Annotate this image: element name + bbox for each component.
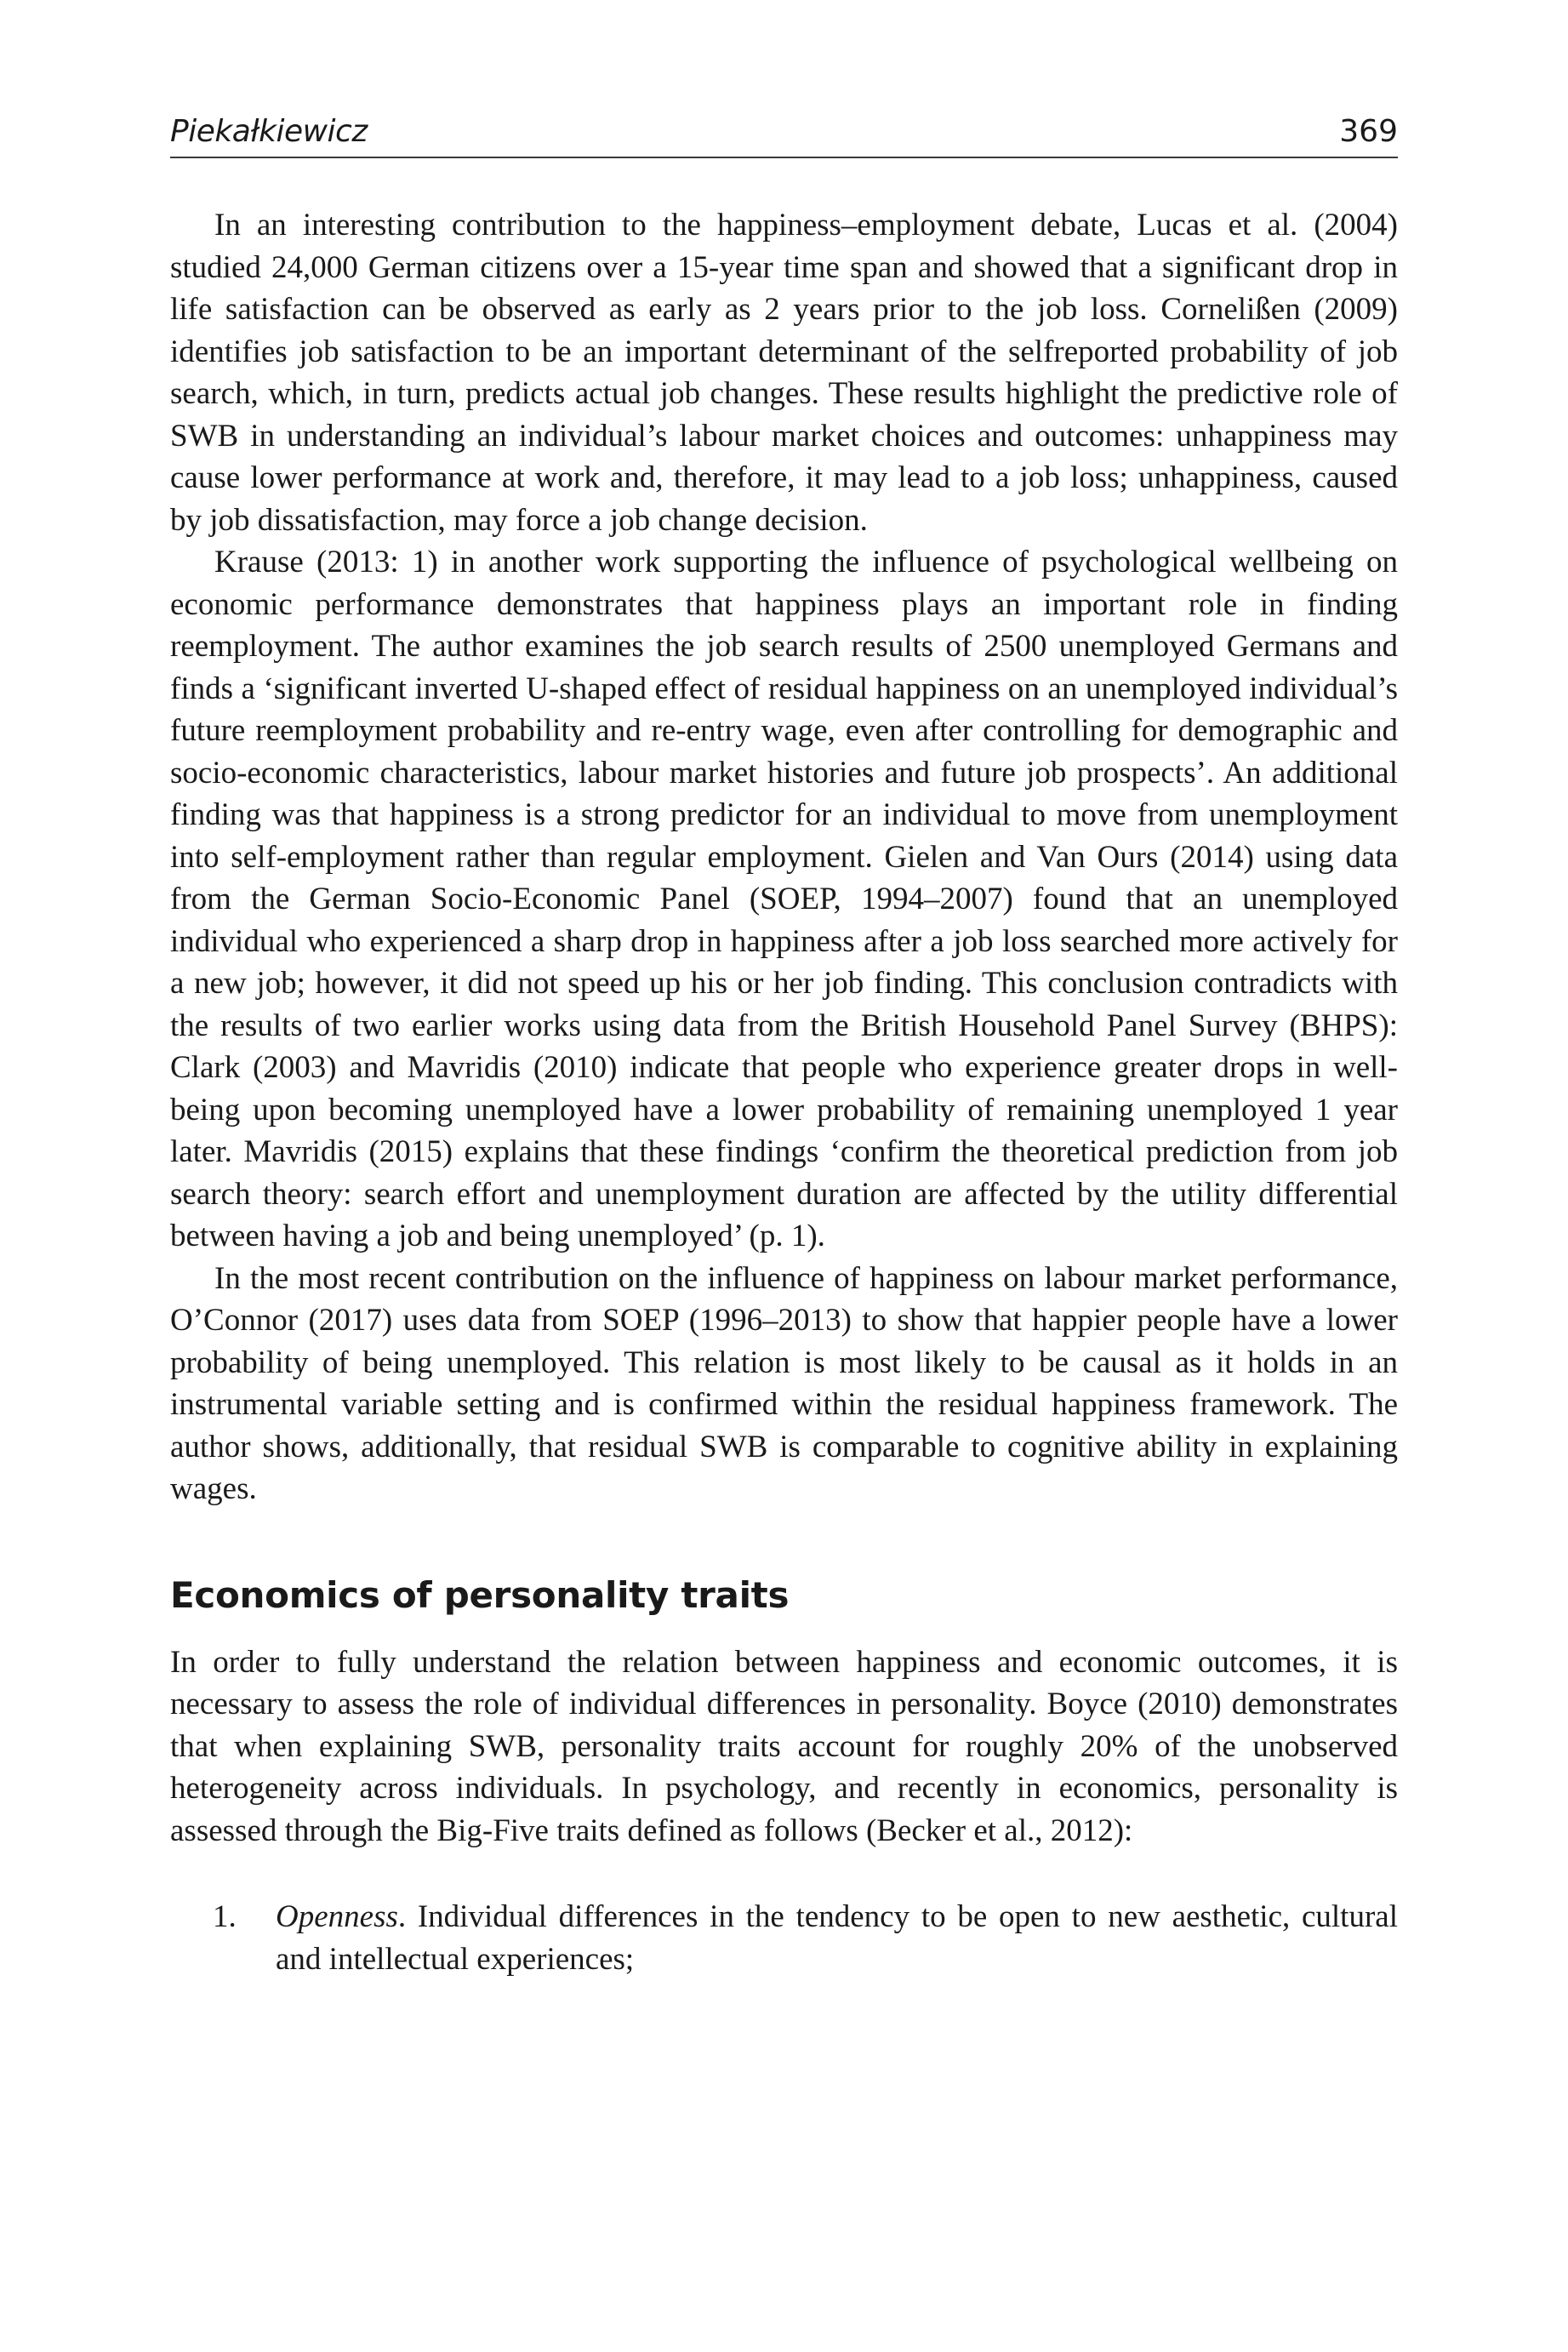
paragraph-section-intro: In order to fully understand the relation between happiness and economic outcomes, it is necessary to assess the role of individual differences in personality. Boyce (2010) demonstrates that when explaining SWB, personality traits account for roughly 20% of the unobserved heterogeneity across individuals. In psychology, and recently in economics, personality is assessed through the Big-Five traits defined as follows (Becker et al., 2012): — [170, 1644, 1398, 1848]
list-item-body — [276, 1896, 1398, 1980]
running-author: Piekałkiewicz — [170, 114, 368, 149]
big-five-list — [170, 1896, 1398, 1980]
page-number: 369 — [1339, 114, 1398, 149]
section-heading: Economics of personality traits — [170, 1573, 790, 1616]
list-item-text: . Individual differences in the tendency to be open to new aesthetic, cultural and intellectual experiences; — [276, 1899, 1398, 1977]
list-item — [170, 1896, 1398, 1980]
document-page — [170, 0, 1398, 2352]
paragraph-oconnor: In the most recent contribution on the influence of happiness on labour market performance, O’Connor (2017) uses data from SOEP (1996–2013) to show that happier people have a lower probability of being unemployed. This relation is most likely to be causal as it holds in an instrumental variable setting and is confirmed within the residual happiness framework. The author shows, additionally, that residual SWB is comparable to cognitive ability in explaining wages. — [170, 1260, 1398, 1506]
list-item-number: 1. — [213, 1899, 237, 1934]
running-head — [170, 109, 1398, 158]
body-text — [170, 204, 1398, 1980]
list-item-term: Openness — [276, 1899, 398, 1934]
paragraph-krause: Krause (2013: 1) in another work supporting the influence of psychological wellbeing on economic performance demonstrates that happiness plays an important role in finding reemployment. The author examines the job search results of 2500 unemployed Germans and finds a ‘significant inverted U-shaped effect of residual happiness on an unemployed individual’s future reemployment probability and re-entry wage, even after controlling for demographic and socio-economic characteristics, labour market histories and future job prospects’. An additional finding was that happiness is a strong predictor for an individual to move from unemployment into self-employment rather than regular employment. Gielen and Van Ours (2014) using data from the German Socio-Economic Panel (SOEP, 1994–2007) found that an unemployed individual who experienced a sharp drop in happiness after a job loss searched more actively for a new job; however, it did not speed up his or her job finding. This conclusion contradicts with the results of two earlier works using data from the British Household Panel Survey (BHPS): Clark (2003) and Mavridis (2010) indicate that people who experience greater drops in well-being upon becoming unemployed have a lower probability of remaining unemployed 1 year later. Mavridis (2015) explains that these findings ‘confirm the theoretical prediction from job search theory: search effort and unemployment duration are affected by the utility differential between having a job and being unemployed’ (p. 1). — [170, 545, 1398, 1253]
paragraph-lucas: In an interesting contribution to the happiness–employment debate, Lucas et al. (2004) studied 24,000 German citizens over a 15-year time span and showed that a significant drop in life satisfaction can be observed as early as 2 years prior to the job loss. Cornelißen (2009) identifies job satisfaction to be an important determinant of the selfreported probability of job search, which, in turn, predicts actual job changes. These results highlight the predictive role of SWB in understanding an individual’s labour market choices and outcomes: unhappiness may cause lower performance at work and, therefore, it may lead to a job loss; unhappiness, caused by job dissatisfaction, may force a job change decision. — [170, 208, 1398, 538]
